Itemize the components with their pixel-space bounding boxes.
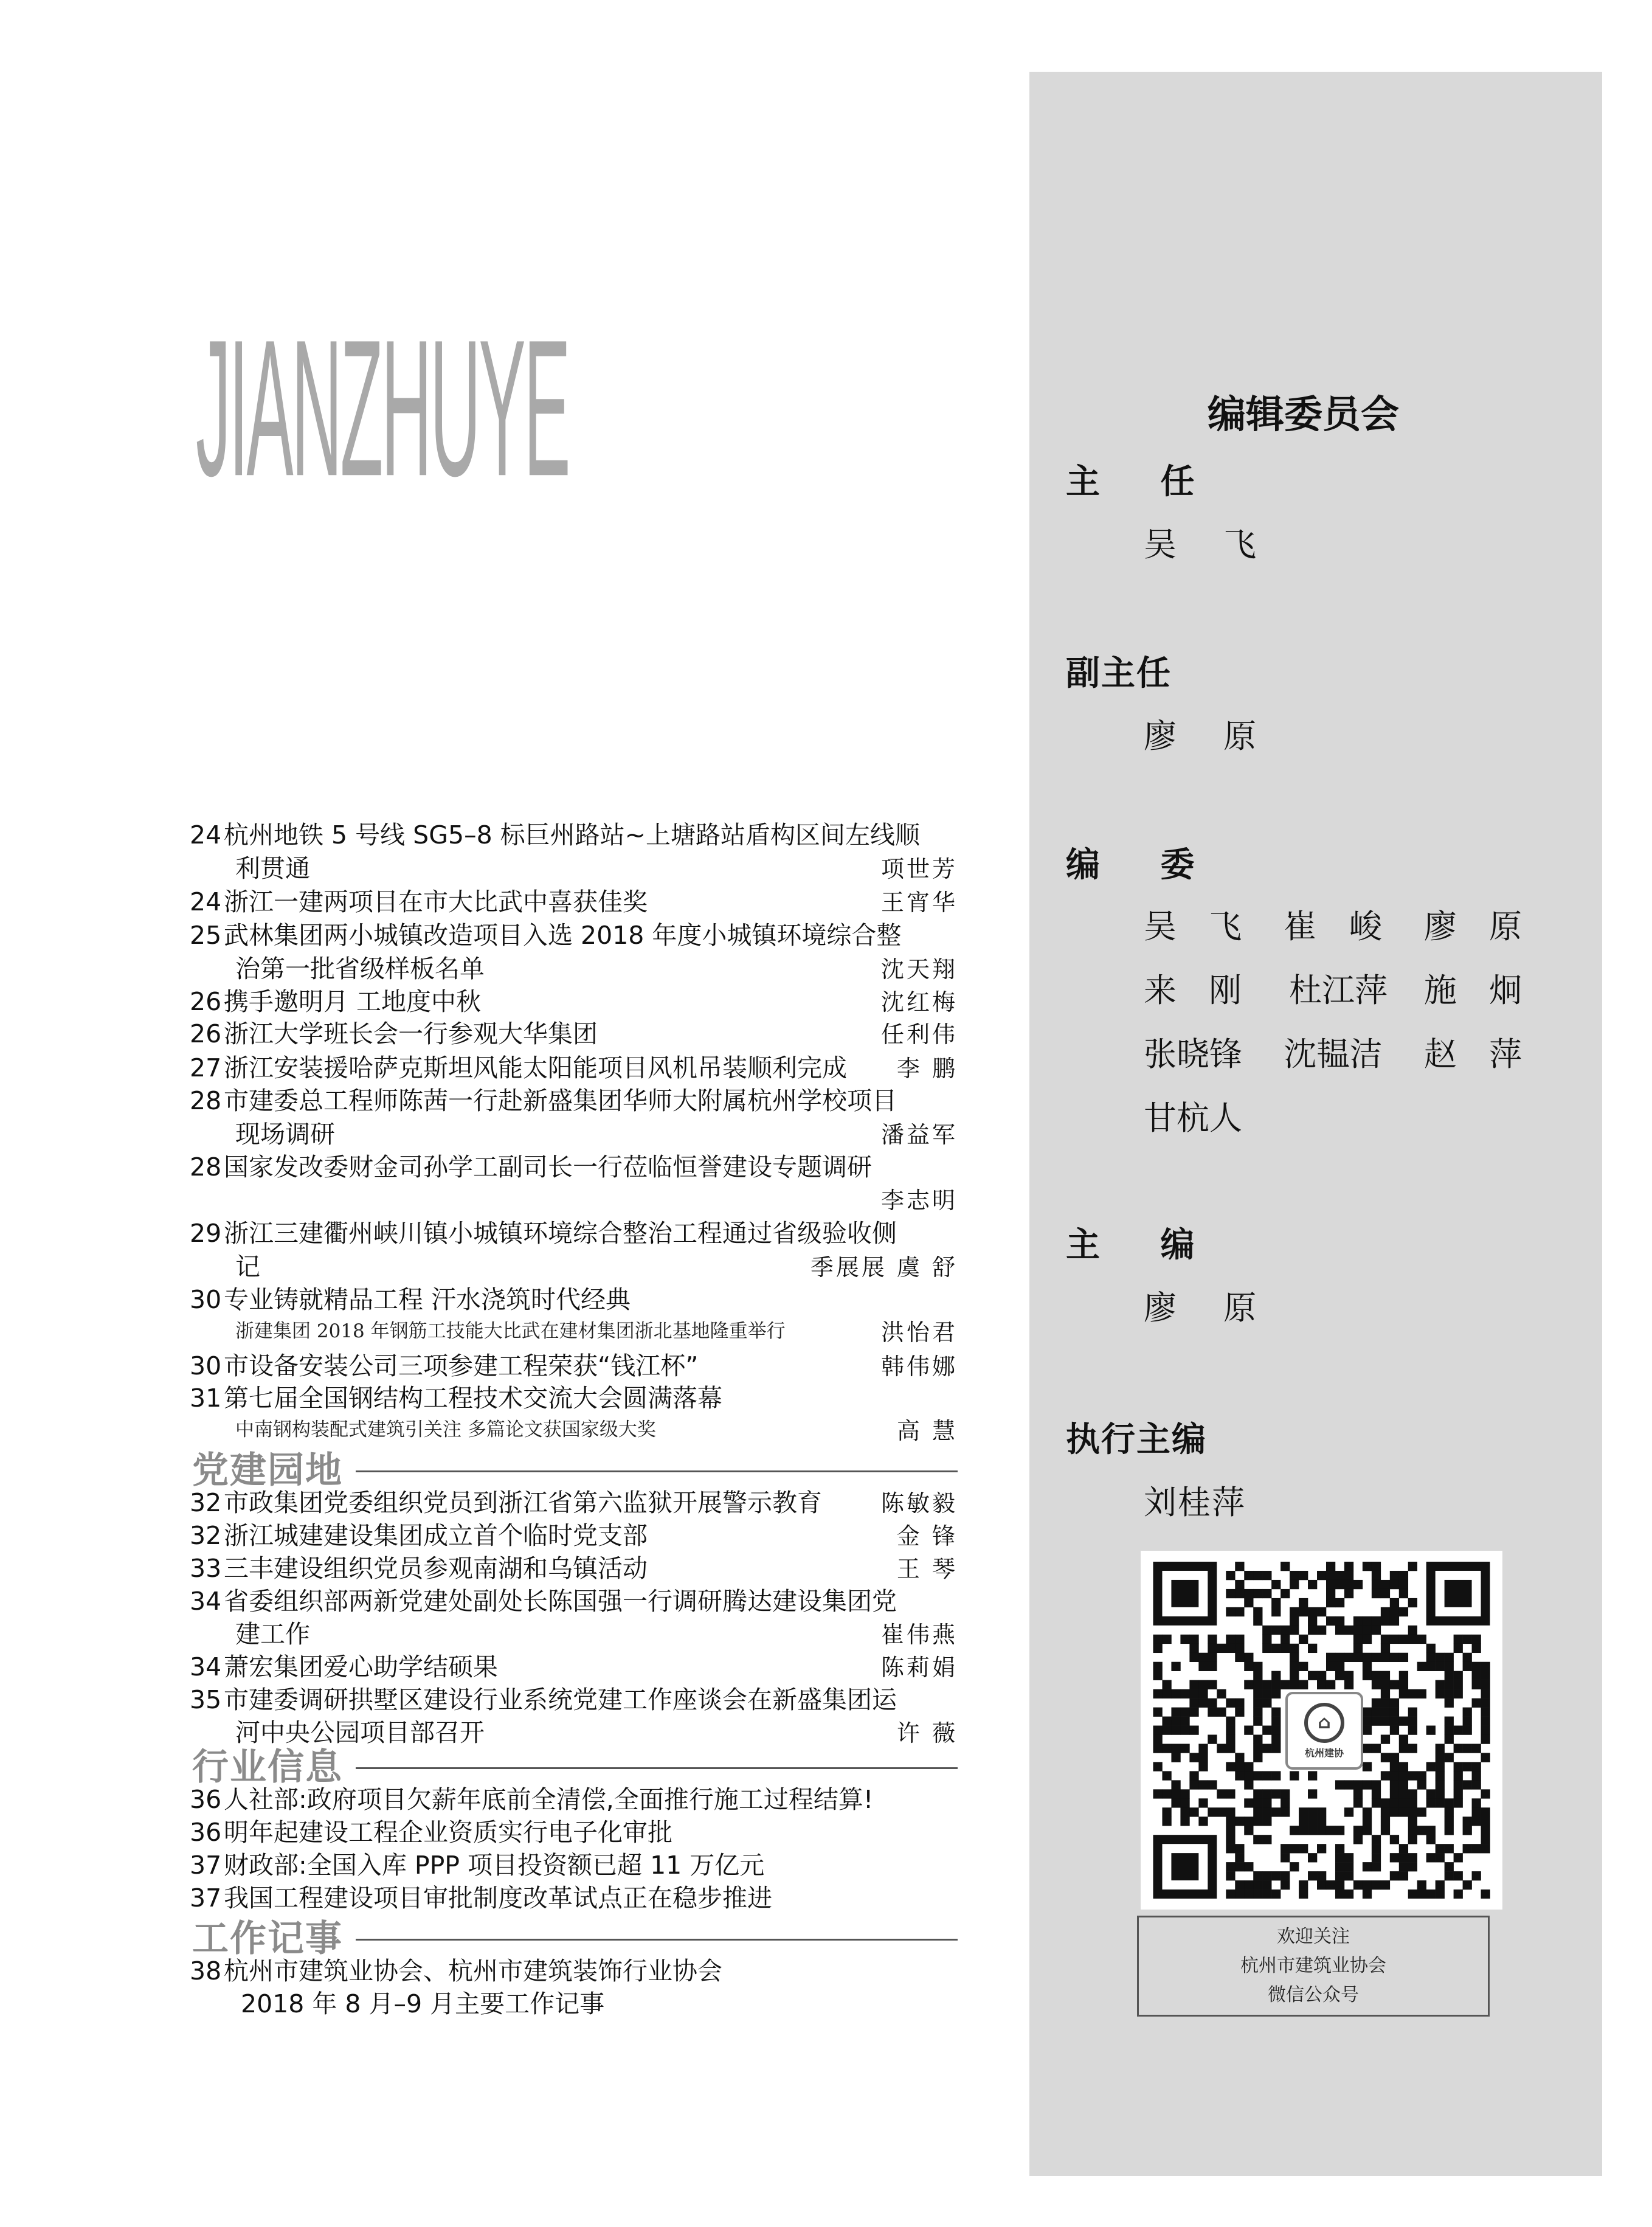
toc-author: 高 慧: [896, 1418, 958, 1444]
toc-title: 明年起建设工程企业资质实行电子化审批: [224, 1818, 672, 1847]
toc-item[interactable]: [190, 915, 901, 951]
director-name: 吴 飞: [1144, 525, 1275, 564]
toc-author: 季展展 虞 舒: [810, 1254, 958, 1281]
toc-item[interactable]: [190, 1845, 764, 1881]
toc-page-number: 34: [190, 1587, 222, 1616]
section-divider: [356, 1767, 958, 1769]
toc-item[interactable]: [190, 1779, 873, 1815]
toc-author: 沈红梅: [880, 989, 958, 1016]
toc-title: 市政集团党委组织党员到浙江省第六监狱开展警示教育: [224, 1488, 822, 1517]
toc-item[interactable]: [190, 1581, 897, 1617]
toc-item[interactable]: [190, 1483, 822, 1519]
toc-title-continued: 现场调研: [235, 1120, 335, 1149]
toc-title: 人社部:政府项目欠薪年底前全清偿,全面推行施工过程结算!: [224, 1785, 874, 1814]
toc-title-continued: 2018 年 8 月–9 月主要工作记事: [241, 1989, 605, 2018]
toc-page-number: 28: [190, 1086, 222, 1115]
logo-text: 杭州建协: [1304, 1747, 1344, 1759]
toc-subtitle: 中南钢构装配式建筑引关注 多篇论文获国家级大奖: [235, 1419, 656, 1441]
deputy-director-label: 副主任: [1066, 654, 1172, 693]
editorial-board-heading: 编辑委员会: [1208, 392, 1399, 437]
toc-title: 浙江一建两项目在市大比武中喜获佳奖: [224, 887, 648, 916]
toc-title: 我国工程建设项目审批制度改革试点正在稳步推进: [224, 1883, 772, 1913]
committee-row: [1144, 965, 1533, 1011]
toc-page-number: 37: [190, 1851, 222, 1880]
qr-caption-box: [1137, 1916, 1490, 2017]
committee-member: 甘杭人: [1144, 1099, 1242, 1137]
committee-member: 崔 峻: [1284, 907, 1393, 946]
toc-page-number: 24: [190, 820, 222, 850]
toc-page-number: 37: [190, 1883, 222, 1913]
association-logo: [1285, 1692, 1363, 1770]
committee-row: [1144, 1092, 1533, 1139]
committee-row: [1144, 901, 1533, 947]
toc-title: 浙江三建衢州峡川镇小城镇环境综合整治工程通过省级验收侧: [224, 1219, 897, 1248]
toc-subtitle: 浙建集团 2018 年钢筋工技能大比武在建材集团浙北基地隆重举行: [235, 1320, 786, 1342]
toc-author: 许 薇: [896, 1720, 958, 1747]
committee-member: 赵 萍: [1423, 1035, 1533, 1073]
toc-author: 金 锋: [896, 1523, 958, 1550]
toc-title: 携手邀明月 工地度中秋: [224, 987, 482, 1016]
wechat-qr-code[interactable]: [1141, 1551, 1502, 1910]
qr-caption-line: 欢迎关注: [1277, 1926, 1350, 1947]
committee-member: 沈韫洁: [1284, 1035, 1383, 1073]
toc-author: 韩伟娜: [880, 1353, 958, 1380]
qr-caption-line: 微信公众号: [1268, 1984, 1359, 2006]
toc-title: 浙江安装援哈萨克斯坦风能太阳能项目风机吊装顺利完成: [224, 1053, 847, 1082]
toc-item[interactable]: [190, 1647, 498, 1683]
section-divider: [356, 1939, 958, 1941]
toc-item[interactable]: [190, 1213, 897, 1249]
toc-item[interactable]: [190, 1346, 698, 1382]
toc-title: 市建委调研拱墅区建设行业系统党建工作座谈会在新盛集团运: [224, 1685, 897, 1714]
committee-label: 编 委: [1066, 845, 1219, 885]
toc-page-number: 29: [190, 1219, 222, 1248]
toc-title: 省委组织部两新党建处副处长陈国强一行调研腾达建设集团党: [224, 1587, 897, 1616]
toc-page-number: 24: [190, 887, 222, 916]
committee-member: 吴 飞: [1144, 907, 1253, 946]
toc-page-number: 36: [190, 1785, 222, 1814]
toc-title: 浙江城建建设集团成立首个临时党支部: [224, 1521, 648, 1550]
toc-title: 杭州市建筑业协会、杭州市建筑装饰行业协会: [224, 1956, 722, 1986]
deputy-director-name: 廖 原: [1144, 717, 1275, 755]
toc-page-number: 26: [190, 987, 222, 1016]
toc-title-continued: 河中央公园项目部召开: [235, 1718, 485, 1747]
toc-title-continued: 利贯通: [235, 854, 310, 883]
toc-author: 任利伟: [880, 1021, 958, 1048]
toc-item[interactable]: [190, 1280, 631, 1315]
toc-title: 浙江大学班长会一行参观大华集团: [224, 1019, 598, 1048]
toc-page-number: 25: [190, 921, 222, 950]
toc-item[interactable]: [190, 1147, 872, 1183]
toc-item[interactable]: [190, 882, 648, 918]
toc-item[interactable]: [190, 1048, 847, 1084]
toc-author: 崔伟燕: [880, 1621, 958, 1648]
executive-editor-name: 刘桂萍: [1144, 1483, 1246, 1522]
toc-title-continued: 建工作: [235, 1619, 310, 1649]
toc-title: 市设备安装公司三项参建工程荣获“钱江杯”: [224, 1351, 699, 1380]
toc-page-number: 30: [190, 1351, 222, 1380]
toc-page-number: 34: [190, 1652, 222, 1682]
toc-title: 专业铸就精品工程 汗水浇筑时代经典: [224, 1285, 631, 1314]
toc-author: 李 鹏: [896, 1055, 958, 1082]
toc-page-number: 26: [190, 1019, 222, 1048]
toc-title: 杭州地铁 5 号线 SG5–8 标巨州路站~上塘路站盾构区间左线顺: [224, 820, 921, 850]
committee-member: 施 炯: [1423, 971, 1533, 1010]
chief-editor-label: 主 编: [1066, 1225, 1219, 1265]
toc-item[interactable]: [190, 1951, 722, 1987]
director-label: 主 任: [1066, 462, 1219, 502]
toc-item[interactable]: [190, 1548, 648, 1584]
toc-author: 王宵华: [880, 889, 958, 916]
section-heading-party: 党建园地: [192, 1449, 343, 1492]
committee-member: 来 刚: [1144, 971, 1253, 1010]
toc-title: 财政部:全国入库 PPP 项目投资额已超 11 万亿元: [224, 1851, 765, 1880]
toc-title-continued: 记: [235, 1252, 260, 1281]
logo-mark-icon: ⌂: [1304, 1703, 1344, 1743]
toc-page-number: 27: [190, 1053, 222, 1082]
toc-item[interactable]: [190, 1878, 772, 1914]
committee-member: 张晓锋: [1144, 1035, 1242, 1073]
editorial-board-panel: [1029, 72, 1602, 2176]
section-heading-industry: 行业信息: [192, 1746, 343, 1789]
toc-page-number: 28: [190, 1152, 222, 1182]
toc-item[interactable]: [190, 1014, 598, 1050]
executive-editor-label: 执行主编: [1066, 1420, 1207, 1460]
toc-page-number: 33: [190, 1554, 222, 1583]
magazine-title: JIANZHUYE: [196, 300, 569, 518]
toc-author: 洪怡君: [880, 1319, 958, 1346]
toc-page-number: 30: [190, 1285, 222, 1314]
chief-editor-name: 廖 原: [1144, 1289, 1275, 1327]
toc-page-number: 32: [190, 1521, 222, 1550]
toc-author: 王 琴: [896, 1556, 958, 1582]
toc-item[interactable]: [190, 1378, 722, 1414]
toc-page-number: 32: [190, 1488, 222, 1517]
committee-member: 杜江萍: [1289, 971, 1388, 1010]
qr-caption-line: 杭州市建筑业协会: [1240, 1955, 1386, 1976]
toc-title: 第七届全国钢结构工程技术交流大会圆满落幕: [224, 1384, 722, 1413]
toc-item[interactable]: [190, 1812, 672, 1848]
toc-author: 项世芳: [880, 856, 958, 882]
section-divider: [356, 1470, 958, 1472]
toc-title: 萧宏集团爱心助学结硕果: [224, 1652, 498, 1682]
toc-item[interactable]: [190, 815, 920, 851]
toc-page-number: 31: [190, 1384, 222, 1413]
toc-title: 三丰建设组织党员参观南湖和乌镇活动: [224, 1554, 648, 1583]
toc-author: 李志明: [880, 1187, 958, 1214]
section-heading-work: 工作记事: [192, 1917, 343, 1960]
toc-title: 国家发改委财金司孙学工副司长一行莅临恒誉建设专题调研: [224, 1152, 872, 1182]
toc-author: 潘益军: [880, 1121, 958, 1148]
toc-title-continued: 治第一批省级样板名单: [235, 954, 485, 983]
toc-page-number: 36: [190, 1818, 222, 1847]
toc-page-number: 35: [190, 1685, 222, 1714]
toc-page-number: 38: [190, 1956, 222, 1986]
toc-author: 陈莉娟: [880, 1654, 958, 1681]
toc-item[interactable]: [190, 1081, 897, 1117]
committee-member: 廖 原: [1423, 907, 1533, 946]
committee-row: [1144, 1028, 1533, 1075]
toc-item[interactable]: [190, 982, 481, 1017]
toc-title: 武林集团两小城镇改造项目入选 2018 年度小城镇环境综合整: [224, 921, 902, 950]
toc-title: 市建委总工程师陈茜一行赴新盛集团华师大附属杭州学校项目: [224, 1086, 897, 1115]
toc-item[interactable]: [190, 1515, 648, 1551]
toc-author: 沈天翔: [880, 956, 958, 983]
toc-item[interactable]: [190, 1680, 897, 1716]
toc-author: 陈敏毅: [880, 1490, 958, 1517]
